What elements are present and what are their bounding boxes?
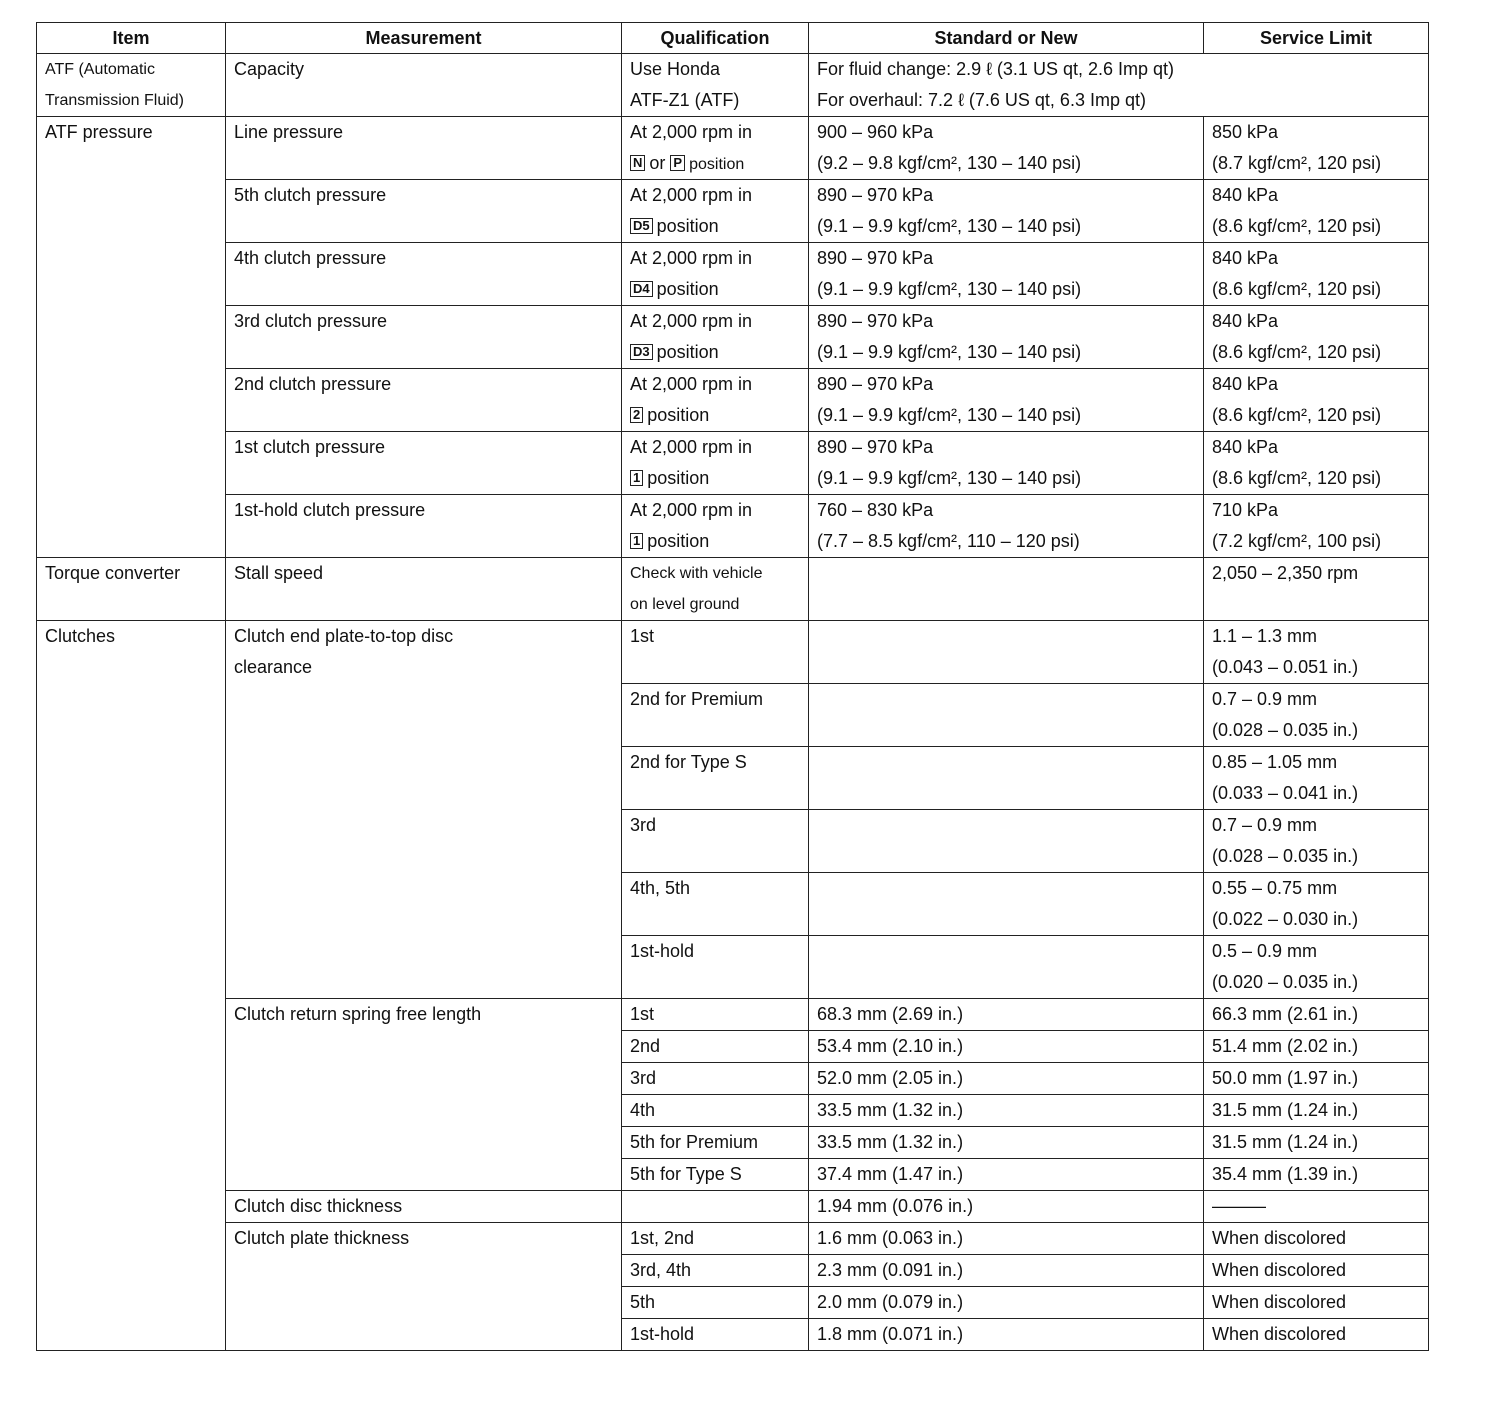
- spring-measurement-text: Clutch return spring free length: [234, 1004, 482, 1024]
- atf-standard: [809, 54, 1429, 117]
- shift-position-icon: P: [670, 155, 685, 171]
- atf-qual-line1: Use Honda: [630, 59, 721, 79]
- atf-measurement: [226, 54, 622, 117]
- atf-item-line1: ATF (Automatic: [45, 61, 155, 78]
- spring-qual-text: 4th: [630, 1100, 656, 1120]
- atf-row: [37, 54, 1429, 117]
- plate-qualification: [622, 1287, 809, 1319]
- pressure-qual-position: [630, 211, 800, 242]
- pressure-qual-position: [630, 148, 800, 179]
- pressure-limit-line1: 850 kPa: [1212, 122, 1279, 142]
- clearance-limit: [1204, 747, 1429, 810]
- spring-limit-text: 51.4 mm (2.02 in.): [1212, 1036, 1359, 1056]
- clutches-item-cell: [37, 621, 226, 1351]
- pressure-qual-position: [630, 337, 800, 368]
- pressure-qual-line1: At 2,000 rpm in: [630, 122, 753, 142]
- pressure-std-line2: (9.1 – 9.9 kgf/cm², 130 – 140 psi): [817, 279, 1082, 299]
- plate-qual-text: 1st-hold: [630, 1324, 695, 1344]
- clearance-limit-line2: (0.028 – 0.035 in.): [1212, 846, 1359, 866]
- spring-qual-text: 3rd: [630, 1068, 657, 1088]
- header-standard: Standard or New: [809, 23, 1204, 54]
- shift-position-icon: D5: [630, 218, 653, 234]
- torque-qual-line2: on level ground: [630, 596, 740, 613]
- pressure-limit-line1: 840 kPa: [1212, 311, 1279, 331]
- position-text: position: [656, 342, 719, 362]
- spring-limit: [1204, 1095, 1429, 1127]
- pressure-row: [37, 117, 1429, 180]
- clearance-standard: [809, 810, 1204, 873]
- header-measurement: Measurement: [226, 23, 622, 54]
- header-qualification: Qualification: [622, 23, 809, 54]
- spring-standard: [809, 1063, 1204, 1095]
- pressure-measurement: [226, 117, 622, 180]
- clearance-limit-line2: (0.022 – 0.030 in.): [1212, 909, 1359, 929]
- atf-qualification: [622, 54, 809, 117]
- clearance-measurement: [226, 621, 622, 999]
- plate-limit-text: When discolored: [1212, 1292, 1347, 1312]
- clearance-standard: [809, 684, 1204, 747]
- pressure-limit: [1204, 432, 1429, 495]
- plate-qualification: [622, 1255, 809, 1287]
- clearance-meas-line2: clearance: [234, 657, 313, 677]
- pressure-std-line2: (9.1 – 9.9 kgf/cm², 130 – 140 psi): [817, 216, 1082, 236]
- clearance-standard: [809, 873, 1204, 936]
- plate-row: [37, 1223, 1429, 1255]
- position-text: position: [647, 531, 710, 551]
- spring-limit: [1204, 1159, 1429, 1191]
- clearance-standard: [809, 747, 1204, 810]
- pressure-row: [37, 306, 1429, 369]
- spring-limit: [1204, 999, 1429, 1031]
- clearance-limit-line1: 0.7 – 0.9 mm: [1212, 815, 1318, 835]
- clearance-limit-line2: (0.020 – 0.035 in.): [1212, 972, 1359, 992]
- spring-qual-text: 5th for Premium: [630, 1132, 759, 1152]
- clearance-limit-line1: 0.85 – 1.05 mm: [1212, 752, 1338, 772]
- pressure-measurement: [226, 495, 622, 558]
- disc-row: [37, 1191, 1429, 1223]
- pressure-qual-line1: At 2,000 rpm in: [630, 311, 753, 331]
- pressure-limit: [1204, 180, 1429, 243]
- clearance-qualification: [622, 621, 809, 684]
- torque-measurement: [226, 558, 622, 621]
- header-item: Item: [37, 23, 226, 54]
- plate-limit: [1204, 1255, 1429, 1287]
- spring-std-text: 33.5 mm (1.32 in.): [817, 1100, 964, 1120]
- plate-limit: [1204, 1287, 1429, 1319]
- atf-std-line2: For overhaul: 7.2 ℓ (7.6 US qt, 6.3 Imp qt): [817, 90, 1146, 110]
- disc-standard: [809, 1191, 1204, 1223]
- spacer: [630, 778, 800, 809]
- spring-limit: [1204, 1127, 1429, 1159]
- pressure-standard: [809, 117, 1204, 180]
- plate-qualification: [622, 1223, 809, 1255]
- spring-qual-text: 5th for Type S: [630, 1164, 742, 1184]
- pressure-limit-line2: (8.6 kgf/cm², 120 psi): [1212, 279, 1382, 299]
- plate-qual-text: 3rd, 4th: [630, 1260, 692, 1280]
- pressure-measurement-text: 1st-hold clutch pressure: [234, 500, 426, 520]
- plate-standard: [809, 1319, 1204, 1351]
- pressure-qual-line1: At 2,000 rpm in: [630, 437, 753, 457]
- spring-standard: [809, 1095, 1204, 1127]
- pressure-measurement-text: 5th clutch pressure: [234, 185, 387, 205]
- plate-standard: [809, 1287, 1204, 1319]
- pressure-limit: [1204, 117, 1429, 180]
- plate-limit-text: When discolored: [1212, 1324, 1347, 1344]
- pressure-std-line2: (9.2 – 9.8 kgf/cm², 130 – 140 psi): [817, 153, 1082, 173]
- spring-qualification: [622, 1063, 809, 1095]
- plate-limit-text: When discolored: [1212, 1260, 1347, 1280]
- pressure-measurement-text: 3rd clutch pressure: [234, 311, 388, 331]
- plate-std-text: 1.8 mm (0.071 in.): [817, 1324, 964, 1344]
- clearance-qualification: [622, 747, 809, 810]
- clearance-row: [37, 621, 1429, 684]
- spring-limit-text: 31.5 mm (1.24 in.): [1212, 1100, 1359, 1120]
- disc-limit-text: ———: [1212, 1196, 1266, 1216]
- disc-measurement-text: Clutch disc thickness: [234, 1196, 403, 1216]
- pressure-limit-line2: (8.6 kgf/cm², 120 psi): [1212, 342, 1382, 362]
- clearance-limit-line1: 1.1 – 1.3 mm: [1212, 626, 1318, 646]
- spring-qual-text: 2nd: [630, 1036, 661, 1056]
- pressure-limit: [1204, 495, 1429, 558]
- pressure-limit-line2: (8.7 kgf/cm², 120 psi): [1212, 153, 1382, 173]
- pressure-qualification: [622, 432, 809, 495]
- shift-position-icon: N: [630, 155, 645, 171]
- pressure-qualification: [622, 117, 809, 180]
- spacer: [630, 904, 800, 935]
- pressure-measurement-text: 2nd clutch pressure: [234, 374, 392, 394]
- pressure-measurement: [226, 306, 622, 369]
- spring-limit: [1204, 1031, 1429, 1063]
- pressure-std-line2: (7.7 – 8.5 kgf/cm², 110 – 120 psi): [817, 531, 1080, 551]
- pressure-measurement: [226, 180, 622, 243]
- clearance-qualification: [622, 684, 809, 747]
- spring-std-text: 52.0 mm (2.05 in.): [817, 1068, 964, 1088]
- clearance-limit-line1: 0.5 – 0.9 mm: [1212, 941, 1318, 961]
- pressure-limit: [1204, 306, 1429, 369]
- spec-table: [36, 22, 1429, 1351]
- atf-std-line1: For fluid change: 2.9 ℓ (3.1 US qt, 2.6 Imp qt): [817, 59, 1174, 79]
- spacer: [630, 652, 800, 683]
- spring-qualification: [622, 1095, 809, 1127]
- torque-row: [37, 558, 1429, 621]
- pressure-std-line1: 890 – 970 kPa: [817, 437, 934, 457]
- pressure-limit-line1: 840 kPa: [1212, 248, 1279, 268]
- clearance-qual-text: 1st-hold: [630, 941, 695, 961]
- pressure-row: [37, 369, 1429, 432]
- spacer: [630, 967, 800, 998]
- plate-std-text: 2.0 mm (0.079 in.): [817, 1292, 964, 1312]
- position-text: position: [656, 279, 719, 299]
- spring-standard: [809, 999, 1204, 1031]
- plate-limit: [1204, 1319, 1429, 1351]
- plate-qual-text: 5th: [630, 1292, 656, 1312]
- clearance-limit: [1204, 873, 1429, 936]
- shift-position-icon: 2: [630, 407, 643, 423]
- plate-limit: [1204, 1223, 1429, 1255]
- plate-qualification: [622, 1319, 809, 1351]
- clutches-item-label: Clutches: [45, 626, 116, 646]
- pressure-limit-line2: (8.6 kgf/cm², 120 psi): [1212, 216, 1382, 236]
- spring-standard: [809, 1031, 1204, 1063]
- clearance-limit: [1204, 621, 1429, 684]
- pressure-limit: [1204, 369, 1429, 432]
- pressure-limit: [1204, 243, 1429, 306]
- spring-limit-text: 50.0 mm (1.97 in.): [1212, 1068, 1359, 1088]
- pressure-standard: [809, 369, 1204, 432]
- spring-std-text: 37.4 mm (1.47 in.): [817, 1164, 964, 1184]
- clearance-qual-text: 4th, 5th: [630, 878, 691, 898]
- spring-std-text: 53.4 mm (2.10 in.): [817, 1036, 964, 1056]
- plate-std-text: 2.3 mm (0.091 in.): [817, 1260, 964, 1280]
- pressure-std-line1: 760 – 830 kPa: [817, 500, 934, 520]
- pressure-row: [37, 432, 1429, 495]
- pressure-row: [37, 243, 1429, 306]
- atf-qual-line2: ATF-Z1 (ATF): [630, 90, 740, 110]
- spring-standard: [809, 1127, 1204, 1159]
- position-text: position: [647, 468, 710, 488]
- position-text: position: [689, 156, 745, 173]
- pressure-qualification: [622, 306, 809, 369]
- pressure-std-line1: 890 – 970 kPa: [817, 185, 934, 205]
- torque-limit: [1204, 558, 1429, 621]
- clearance-limit-line2: (0.028 – 0.035 in.): [1212, 720, 1359, 740]
- spring-limit: [1204, 1063, 1429, 1095]
- pressure-measurement-text: Line pressure: [234, 122, 344, 142]
- pressure-qual-line1: At 2,000 rpm in: [630, 248, 753, 268]
- clearance-standard: [809, 621, 1204, 684]
- pressure-qual-position: [630, 274, 800, 305]
- pressure-item-cell: [37, 117, 226, 558]
- header-row: [37, 23, 1429, 54]
- clearance-qual-text: 2nd for Type S: [630, 752, 747, 772]
- spring-qualification: [622, 1031, 809, 1063]
- spring-qualification: [622, 999, 809, 1031]
- torque-limit-text: 2,050 – 2,350 rpm: [1212, 563, 1359, 583]
- disc-measurement: [226, 1191, 622, 1223]
- disc-qualification: [622, 1191, 809, 1223]
- clearance-qual-text: 2nd for Premium: [630, 689, 764, 709]
- plate-qual-text: 1st, 2nd: [630, 1228, 695, 1248]
- pressure-limit-line2: (8.6 kgf/cm², 120 psi): [1212, 468, 1382, 488]
- spring-std-text: 68.3 mm (2.69 in.): [817, 1004, 964, 1024]
- pressure-measurement: [226, 432, 622, 495]
- clearance-limit: [1204, 684, 1429, 747]
- torque-qual-line1: Check with vehicle: [630, 565, 763, 582]
- pressure-qualification: [622, 180, 809, 243]
- clearance-qualification: [622, 936, 809, 999]
- shift-position-icon: D4: [630, 281, 653, 297]
- pressure-std-line2: (9.1 – 9.9 kgf/cm², 130 – 140 psi): [817, 405, 1082, 425]
- disc-std-text: 1.94 mm (0.076 in.): [817, 1196, 974, 1216]
- position-or-text: or: [649, 153, 666, 173]
- plate-standard: [809, 1255, 1204, 1287]
- pressure-standard: [809, 432, 1204, 495]
- clearance-limit-line2: (0.033 – 0.041 in.): [1212, 783, 1359, 803]
- clearance-limit-line1: 0.7 – 0.9 mm: [1212, 689, 1318, 709]
- spring-limit-text: 31.5 mm (1.24 in.): [1212, 1132, 1359, 1152]
- pressure-limit-line2: (8.6 kgf/cm², 120 psi): [1212, 405, 1382, 425]
- pressure-limit-line1: 840 kPa: [1212, 374, 1279, 394]
- spring-measurement: [226, 999, 622, 1191]
- pressure-row: [37, 180, 1429, 243]
- pressure-std-line2: (9.1 – 9.9 kgf/cm², 130 – 140 psi): [817, 468, 1082, 488]
- spring-row: [37, 999, 1429, 1031]
- position-text: position: [647, 405, 710, 425]
- pressure-qual-position: [630, 526, 800, 557]
- spring-limit-text: 35.4 mm (1.39 in.): [1212, 1164, 1359, 1184]
- spring-qual-text: 1st: [630, 1004, 655, 1024]
- clearance-standard: [809, 936, 1204, 999]
- pressure-standard: [809, 306, 1204, 369]
- pressure-std-line1: 890 – 970 kPa: [817, 311, 934, 331]
- pressure-qual-line1: At 2,000 rpm in: [630, 374, 753, 394]
- spring-limit-text: 66.3 mm (2.61 in.): [1212, 1004, 1359, 1024]
- clearance-limit-line2: (0.043 – 0.051 in.): [1212, 657, 1359, 677]
- pressure-standard: [809, 180, 1204, 243]
- pressure-qual-position: [630, 463, 800, 494]
- clearance-meas-line1: Clutch end plate-to-top disc: [234, 626, 454, 646]
- pressure-qual-position: [630, 400, 800, 431]
- disc-limit: [1204, 1191, 1429, 1223]
- pressure-qualification: [622, 243, 809, 306]
- torque-item-cell: [37, 558, 226, 621]
- pressure-standard: [809, 243, 1204, 306]
- shift-position-icon: 1: [630, 470, 643, 486]
- pressure-limit-line1: 840 kPa: [1212, 185, 1279, 205]
- clearance-qual-text: 3rd: [630, 815, 657, 835]
- pressure-limit-line1: 840 kPa: [1212, 437, 1279, 457]
- plate-std-text: 1.6 mm (0.063 in.): [817, 1228, 964, 1248]
- shift-position-icon: D3: [630, 344, 653, 360]
- clearance-qual-text: 1st: [630, 626, 655, 646]
- pressure-std-line1: 900 – 960 kPa: [817, 122, 934, 142]
- pressure-std-line1: 890 – 970 kPa: [817, 248, 934, 268]
- shift-position-icon: 1: [630, 533, 643, 549]
- torque-item-label: Torque converter: [45, 563, 181, 583]
- pressure-standard: [809, 495, 1204, 558]
- pressure-qualification: [622, 369, 809, 432]
- spring-qualification: [622, 1159, 809, 1191]
- clearance-qualification: [622, 873, 809, 936]
- plate-limit-text: When discolored: [1212, 1228, 1347, 1248]
- pressure-measurement: [226, 243, 622, 306]
- pressure-qual-line1: At 2,000 rpm in: [630, 500, 753, 520]
- spacer: [630, 841, 800, 872]
- pressure-limit-line2: (7.2 kgf/cm², 100 psi): [1212, 531, 1382, 551]
- clearance-limit: [1204, 810, 1429, 873]
- pressure-std-line1: 890 – 970 kPa: [817, 374, 934, 394]
- torque-measurement-text: Stall speed: [234, 563, 324, 583]
- clearance-limit: [1204, 936, 1429, 999]
- spring-qualification: [622, 1127, 809, 1159]
- clearance-qualification: [622, 810, 809, 873]
- pressure-limit-line1: 710 kPa: [1212, 500, 1279, 520]
- plate-standard: [809, 1223, 1204, 1255]
- pressure-qual-line1: At 2,000 rpm in: [630, 185, 753, 205]
- clearance-limit-line1: 0.55 – 0.75 mm: [1212, 878, 1338, 898]
- torque-qualification: [622, 558, 809, 621]
- pressure-measurement-text: 1st clutch pressure: [234, 437, 386, 457]
- pressure-measurement-text: 4th clutch pressure: [234, 248, 387, 268]
- pressure-measurement: [226, 369, 622, 432]
- atf-measurement-text: Capacity: [234, 59, 305, 79]
- torque-standard: [809, 558, 1204, 621]
- spring-standard: [809, 1159, 1204, 1191]
- position-text: position: [656, 216, 719, 236]
- pressure-std-line2: (9.1 – 9.9 kgf/cm², 130 – 140 psi): [817, 342, 1082, 362]
- plate-measurement-text: Clutch plate thickness: [234, 1228, 410, 1248]
- atf-item-cell: [37, 54, 226, 117]
- pressure-row: [37, 495, 1429, 558]
- pressure-item-label: ATF pressure: [45, 122, 153, 142]
- spacer: [630, 715, 800, 746]
- atf-item-line2: Transmission Fluid): [45, 92, 184, 109]
- header-service-limit: Service Limit: [1204, 23, 1429, 54]
- spring-std-text: 33.5 mm (1.32 in.): [817, 1132, 964, 1152]
- pressure-qualification: [622, 495, 809, 558]
- plate-measurement: [226, 1223, 622, 1351]
